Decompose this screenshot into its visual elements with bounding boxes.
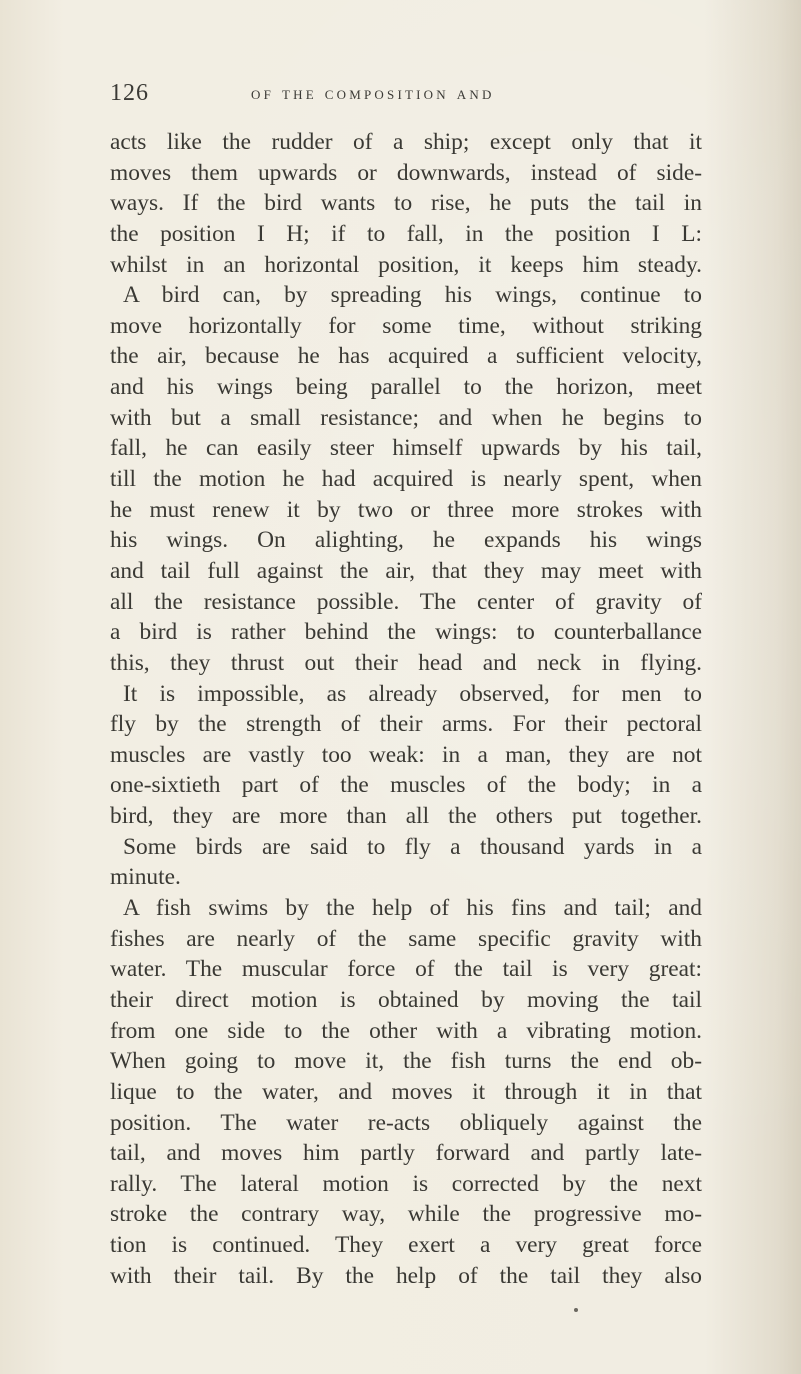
text-line: fall, he can easily steer himself upwards by his tail,: [110, 435, 702, 462]
text-line: till the motion he had acquired is nearly spent, when: [110, 466, 702, 493]
text-line: lique to the water, and moves it through it in that: [110, 1078, 702, 1105]
text-line: moves them upwards or downwards, instead of side-: [110, 159, 702, 186]
text-line: tail, and moves him partly forward and partly late-: [110, 1140, 702, 1167]
body-text: [110, 127, 702, 1291]
page-number: 126: [110, 80, 149, 106]
ink-speck: [574, 1308, 578, 1312]
text-line: the air, because he has acquired a sufficient velocity,: [110, 343, 702, 370]
text-line: a bird is rather behind the wings: to counterballance: [110, 619, 702, 646]
text-line: and his wings being parallel to the horizon, meet: [110, 374, 702, 401]
text-line: position. The water re-acts obliquely against the: [110, 1109, 702, 1136]
text-line: water. The muscular force of the tail is very great:: [110, 956, 702, 983]
text-line: from one side to the other with a vibrating motion.: [110, 1017, 702, 1044]
text-line: When going to move it, the fish turns the end ob-: [110, 1048, 702, 1075]
text-line: Some birds are said to fly a thousand yards in a: [123, 833, 702, 860]
text-line: A bird can, by spreading his wings, continue to: [123, 282, 702, 309]
text-line: all the resistance possible. The center of gravity of: [110, 588, 702, 615]
text-line: the position I H; if to fall, in the position I L:: [110, 220, 702, 247]
text-line: fly by the strength of their arms. For their pectoral: [110, 711, 702, 738]
text-line: fishes are nearly of the same specific gravity with: [110, 925, 702, 952]
text-line: one-sixtieth part of the muscles of the body; in a: [110, 772, 702, 799]
running-head: [110, 80, 670, 110]
text-line: their direct motion is obtained by moving the tail: [110, 986, 702, 1013]
text-line: bird, they are more than all the others put together.: [110, 803, 702, 830]
text-line: It is impossible, as already observed, for men to: [123, 680, 702, 707]
text-line: muscles are vastly too weak: in a man, they are not: [110, 741, 702, 768]
text-line: minute.: [110, 864, 181, 891]
text-line: whilst in an horizontal position, it keeps him steady.: [110, 251, 702, 278]
text-line: ways. If the bird wants to rise, he puts the tail in: [110, 190, 702, 217]
text-line: he must renew it by two or three more strokes with: [110, 496, 702, 523]
text-line: rally. The lateral motion is corrected by the next: [110, 1170, 702, 1197]
text-line: A fish swims by the help of his fins and tail; and: [123, 895, 702, 922]
text-line: this, they thrust out their head and neck in flying.: [110, 649, 702, 676]
text-line: move horizontally for some time, without striking: [110, 312, 702, 339]
text-line: and tail full against the air, that they may meet with: [110, 557, 702, 584]
text-line: stroke the contrary way, while the progressive mo-: [110, 1201, 702, 1228]
text-line: acts like the rudder of a ship; except only that it: [110, 129, 702, 155]
text-line: tion is continued. They exert a very great force: [110, 1232, 702, 1259]
text-line: his wings. On alighting, he expands his wings: [110, 527, 702, 554]
running-head-title: of the composition and: [251, 83, 495, 104]
text-line: with their tail. By the help of the tail they also: [110, 1262, 702, 1289]
text-line: with but a small resistance; and when he begins to: [110, 404, 702, 431]
